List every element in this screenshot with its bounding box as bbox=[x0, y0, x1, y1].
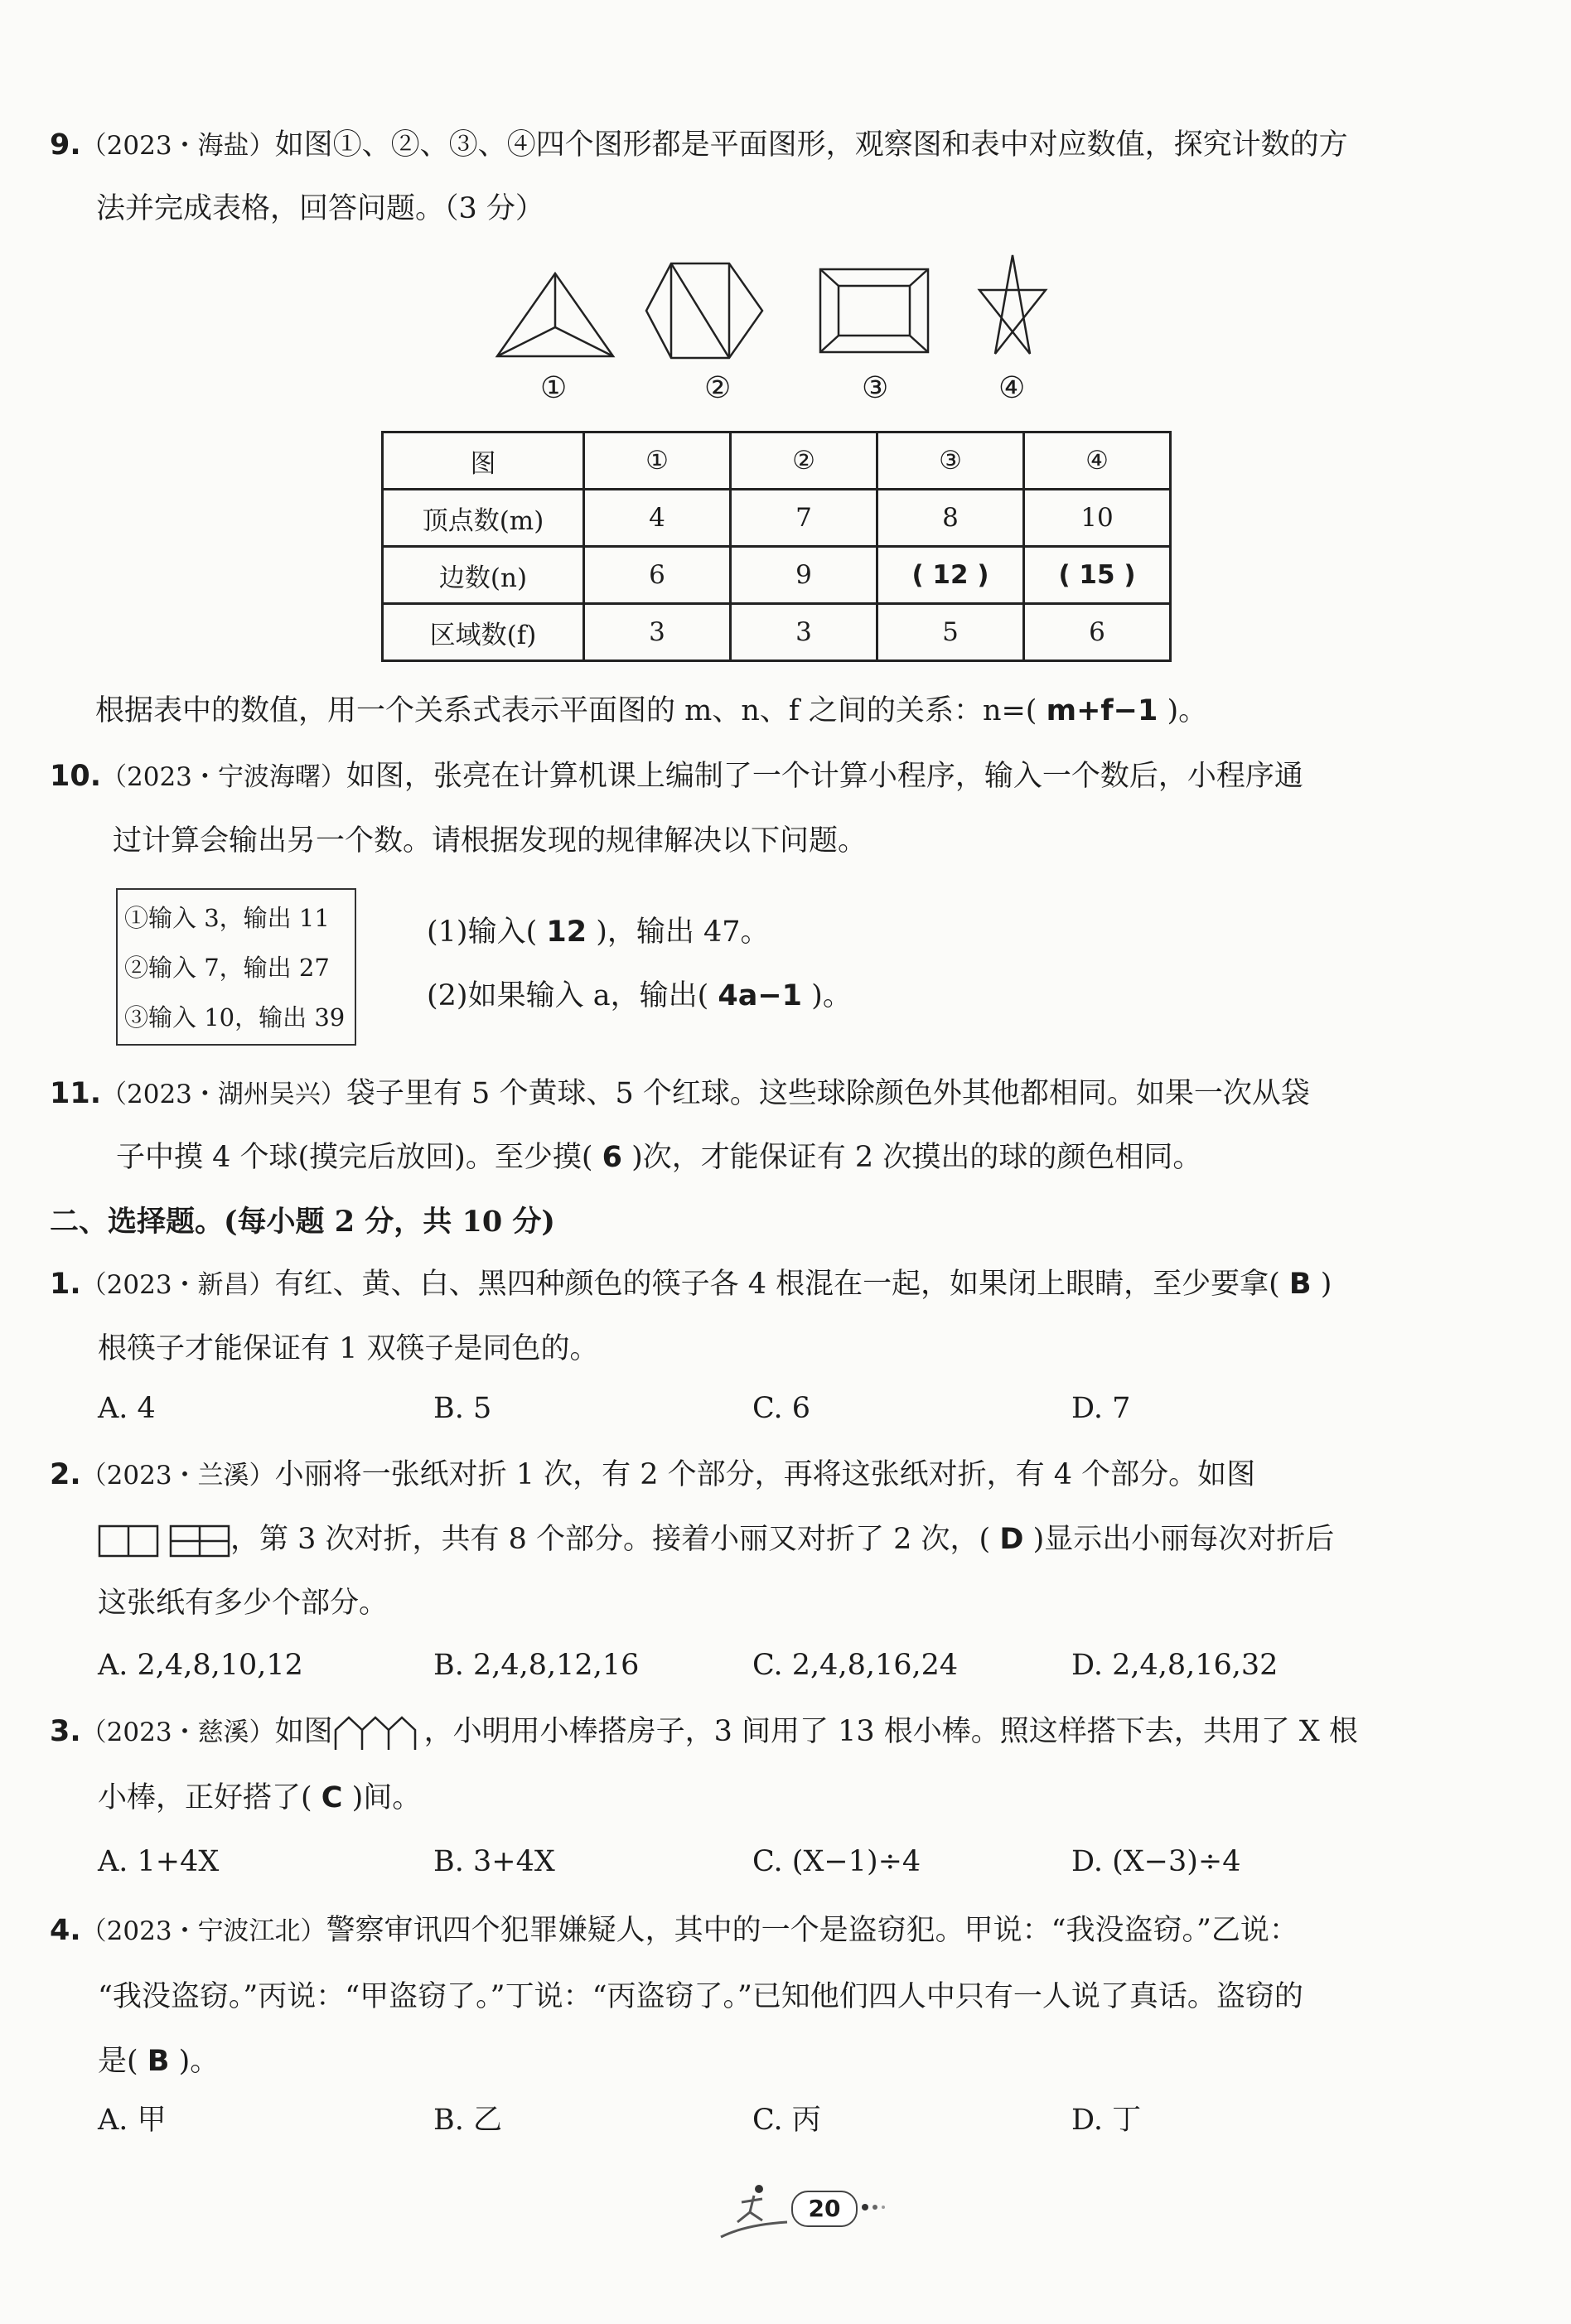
table-cell: 8 bbox=[877, 490, 1024, 547]
c2-line1 bbox=[50, 1442, 1475, 1509]
c3-option-a[interactable]: A. 1+4X bbox=[98, 1845, 220, 1878]
c4-text3: 是( bbox=[98, 2045, 138, 2078]
q9-text1: 如图①、②、③、④四个图形都是平面图形，观察图和表中对应数值，探究计数的方 bbox=[274, 128, 1348, 162]
q10-sub2-text: (2)如果输入 a，输出( bbox=[427, 979, 709, 1012]
fig-label-3: ③ bbox=[862, 371, 889, 405]
c4-number: 4. bbox=[50, 1914, 81, 1947]
c1-option-d[interactable]: D. 7 bbox=[1071, 1392, 1131, 1425]
q10-sub2-answer: 4a−1 bbox=[718, 979, 803, 1012]
dots-decoration bbox=[860, 2201, 893, 2214]
c4-line1 bbox=[50, 1897, 1475, 1964]
q9-conclusion-end: )。 bbox=[1167, 694, 1208, 727]
table-cell: ④ bbox=[1024, 432, 1171, 490]
q11-line1 bbox=[50, 1061, 1475, 1128]
fig-label-1: ① bbox=[540, 371, 568, 405]
q11-line2 bbox=[116, 1124, 1541, 1191]
table-cell: 5 bbox=[877, 604, 1024, 661]
q10-sub1-end: )，输出 47。 bbox=[596, 916, 770, 949]
q10-number: 10. bbox=[50, 760, 102, 793]
q10-text1: 如图，张亮在计算机课上编制了一个计算小程序，输入一个数后，小程序通 bbox=[346, 760, 1303, 793]
c1-line2 bbox=[98, 1316, 1523, 1382]
table-cell: 10 bbox=[1024, 490, 1171, 547]
c1-text1-end: ) bbox=[1320, 1268, 1332, 1301]
c2-option-b[interactable]: B. 2,4,8,12,16 bbox=[433, 1649, 640, 1682]
c1-line1 bbox=[50, 1251, 1475, 1318]
c4-line2 bbox=[98, 1964, 1523, 2030]
c4-option-d[interactable]: D. 丁 bbox=[1071, 2104, 1142, 2137]
c2-option-d[interactable]: D. 2,4,8,16,32 bbox=[1071, 1649, 1279, 1682]
c2-option-a[interactable]: A. 2,4,8,10,12 bbox=[98, 1649, 303, 1682]
c4-source: （2023・宁波江北） bbox=[80, 1916, 326, 1946]
table-cell: ② bbox=[731, 432, 877, 490]
q9-table bbox=[381, 431, 1172, 662]
c1-text1: 有红、黄、白、黑四种颜色的筷子各 4 根混在一起，如果闭上眼睛，至少要拿( bbox=[274, 1268, 1280, 1301]
c4-options bbox=[98, 2091, 1473, 2149]
runner-logo-icon bbox=[713, 2179, 795, 2245]
table-cell: 图 bbox=[383, 432, 584, 490]
c4-answer: B bbox=[147, 2045, 170, 2078]
q10-line2 bbox=[66, 808, 1538, 874]
fig2-hexagon bbox=[646, 263, 762, 358]
section-heading: 二、选择题。(每小题 2 分，共 10 分) bbox=[50, 1205, 555, 1239]
c3-source: （2023・慈溪） bbox=[80, 1718, 275, 1747]
c3-text1: 如图 bbox=[274, 1715, 333, 1748]
q10-sub1 bbox=[427, 899, 1172, 965]
c4-line3 bbox=[98, 2028, 1523, 2094]
c1-options bbox=[98, 1379, 1473, 1437]
c2-text2: ，第 3 次对折，共有 8 个部分。接着小丽又对折了 2 次，( bbox=[230, 1523, 991, 1556]
c1-option-b[interactable]: B. 5 bbox=[433, 1392, 492, 1425]
table-cell: 7 bbox=[731, 490, 877, 547]
table-cell-answer: ( 12 ) bbox=[877, 547, 1024, 604]
c2-text1: 小丽将一张纸对折 1 次，有 2 个部分，再将这张纸对折，有 4 个部分。如图 bbox=[274, 1458, 1256, 1491]
q10-text2: 过计算会输出另一个数。请根据发现的规律解决以下问题。 bbox=[113, 824, 868, 858]
folded-paper-icon bbox=[98, 1523, 230, 1559]
c2-text2-end: )显示出小丽每次对折后 bbox=[1032, 1523, 1335, 1556]
table-cell: 6 bbox=[584, 547, 731, 604]
q9-number: 9. bbox=[50, 128, 81, 162]
table-cell: 4 bbox=[584, 490, 731, 547]
c3-text1-end: ，小明用小棒搭房子，3 间用了 13 根小棒。照这样搭下去，共用了 X 根 bbox=[423, 1715, 1358, 1748]
q9-line2 bbox=[50, 176, 1521, 242]
c3-answer: C bbox=[321, 1781, 343, 1814]
c3-number: 3. bbox=[50, 1715, 81, 1748]
c2-line2 bbox=[98, 1506, 1523, 1573]
table-cell: 3 bbox=[584, 604, 731, 661]
c1-option-a[interactable]: A. 4 bbox=[98, 1392, 156, 1425]
c3-text2: 小棒，正好搭了( bbox=[98, 1781, 312, 1814]
fig3-rectangle bbox=[820, 269, 928, 352]
stick-houses-icon bbox=[333, 1715, 424, 1751]
table-cell: ① bbox=[584, 432, 731, 490]
c1-option-c[interactable]: C. 6 bbox=[752, 1392, 811, 1425]
c4-text1: 警察审讯四个犯罪嫌疑人，其中的一个是盗窃犯。甲说：“我没盗窃。”乙说： bbox=[326, 1914, 1298, 1947]
q9-conclusion-text: 根据表中的数值，用一个关系式表示平面图的 m、n、f 之间的关系：n=( bbox=[95, 694, 1037, 727]
q10-line1 bbox=[50, 743, 1475, 810]
c3-text2-end: )间。 bbox=[351, 1781, 422, 1814]
q10-sub1-answer: 12 bbox=[546, 916, 587, 949]
table-cell: ③ bbox=[877, 432, 1024, 490]
q11-text1: 袋子里有 5 个黄球、5 个红球。这些球除颜色外其他都相同。如果一次从袋 bbox=[346, 1077, 1310, 1110]
q11-text2: 子中摸 4 个球(摸完后放回)。至少摸( bbox=[116, 1141, 593, 1174]
table-cell: 9 bbox=[731, 547, 877, 604]
table-row bbox=[383, 604, 1171, 661]
table-cell-answer: ( 15 ) bbox=[1024, 547, 1171, 604]
c3-option-c[interactable]: C. (X−1)÷4 bbox=[752, 1845, 921, 1878]
table-cell: 区域数(f) bbox=[383, 604, 584, 661]
c1-number: 1. bbox=[50, 1268, 81, 1301]
c2-answer: D bbox=[999, 1523, 1024, 1556]
c4-text3-end: )。 bbox=[178, 2045, 220, 2078]
q9-text2: 法并完成表格，回答问题。（3 分） bbox=[96, 192, 544, 225]
c3-line1 bbox=[50, 1698, 1475, 1766]
c3-line2 bbox=[98, 1765, 1523, 1831]
table-row bbox=[383, 490, 1171, 547]
c3-options bbox=[98, 1833, 1473, 1891]
c2-number: 2. bbox=[50, 1458, 81, 1491]
q9-source: （2023・海盐） bbox=[80, 131, 275, 161]
c2-option-c[interactable]: C. 2,4,8,16,24 bbox=[752, 1649, 959, 1682]
c4-option-b[interactable]: B. 乙 bbox=[433, 2104, 502, 2137]
table-row bbox=[383, 547, 1171, 604]
q11-text2-end: )次，才能保证有 2 次摸出的球的颜色相同。 bbox=[631, 1141, 1202, 1174]
c4-option-c[interactable]: C. 丙 bbox=[752, 2104, 821, 2137]
table-cell: 6 bbox=[1024, 604, 1171, 661]
q10-box-line: ①输入 3，输出 11 bbox=[124, 904, 330, 932]
q10-source: （2023・宁波海曙） bbox=[101, 762, 346, 792]
c1-source: （2023・新昌） bbox=[80, 1270, 275, 1300]
q11-answer: 6 bbox=[602, 1141, 622, 1174]
table-header-row bbox=[383, 432, 1171, 490]
table-cell: 顶点数(m) bbox=[383, 490, 584, 547]
c1-answer: B bbox=[1288, 1268, 1312, 1301]
q10-program-box bbox=[116, 888, 356, 1046]
q10-sub2-end: )。 bbox=[811, 979, 852, 1012]
q10-box-line: ③输入 10，输出 39 bbox=[124, 1003, 346, 1032]
q11-source: （2023・湖州吴兴） bbox=[101, 1080, 346, 1109]
fig-label-2: ② bbox=[704, 371, 732, 405]
c2-text3: 这张纸有多少个部分。 bbox=[98, 1587, 389, 1620]
q9-line1 bbox=[50, 112, 1475, 179]
q10-sub2 bbox=[427, 963, 1172, 1029]
c1-text2: 根筷子才能保证有 1 双筷子是同色的。 bbox=[98, 1332, 599, 1365]
c2-source: （2023・兰溪） bbox=[80, 1461, 275, 1491]
q10-box-line: ②输入 7，输出 27 bbox=[124, 954, 330, 982]
q9-answer: m+f−1 bbox=[1046, 694, 1158, 727]
c3-option-b[interactable]: B. 3+4X bbox=[433, 1845, 555, 1878]
c3-option-d[interactable]: D. (X−3)÷4 bbox=[1071, 1845, 1241, 1878]
q11-number: 11. bbox=[50, 1077, 102, 1110]
page-number: 20 bbox=[791, 2191, 858, 2227]
fig4-star bbox=[979, 255, 1046, 354]
c2-line3 bbox=[98, 1570, 1523, 1636]
fig-label-4: ④ bbox=[998, 371, 1026, 405]
q9-figures bbox=[481, 249, 1077, 365]
q9-conclusion bbox=[95, 678, 1520, 744]
table-cell: 边数(n) bbox=[383, 547, 584, 604]
c4-text2: “我没盗窃。”丙说：“甲盗窃了。”丁说：“丙盗窃了。”已知他们四人中只有一人说了真话。盗窃的 bbox=[98, 1980, 1303, 2013]
c4-option-a[interactable]: A. 甲 bbox=[98, 2104, 167, 2137]
table-cell: 3 bbox=[731, 604, 877, 661]
c2-options bbox=[98, 1636, 1473, 1694]
q10-sub1-text: (1)输入( bbox=[427, 916, 538, 949]
